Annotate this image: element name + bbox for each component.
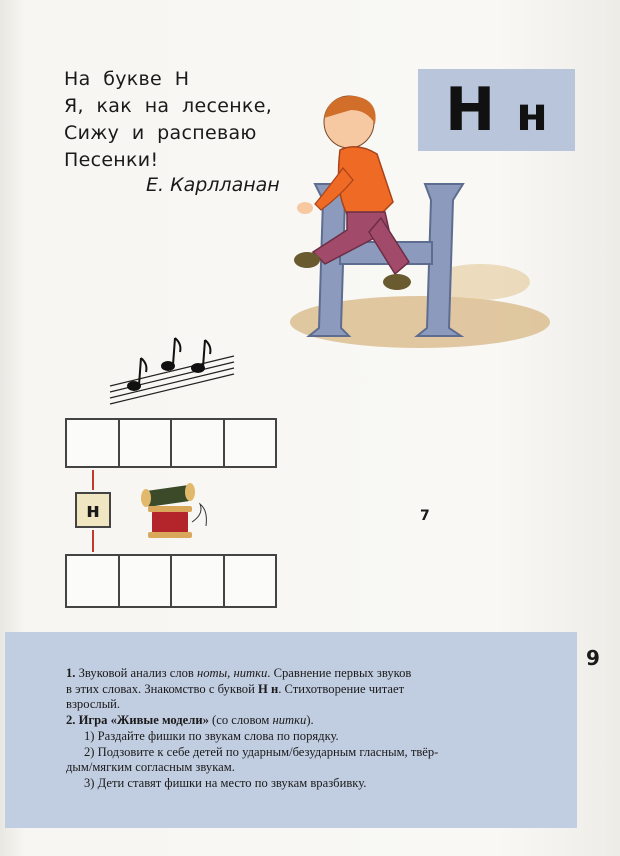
- boy-shoe-left: [294, 252, 320, 268]
- note-item-1-line-2: [66, 682, 566, 698]
- note-sub-1: 1) Раздайте фишки по звукам слова по порядку.: [84, 728, 339, 743]
- scheme-cell[interactable]: [225, 556, 276, 606]
- note-item-2-number: 2.: [66, 713, 76, 728]
- poem-author: Е. Карлланан: [146, 174, 280, 196]
- note-letter: Н н: [258, 681, 279, 696]
- scheme-cell[interactable]: [172, 420, 225, 466]
- note-text: . Сравнение первых звуков: [267, 666, 412, 680]
- note-text: . Стихотворение читает: [278, 681, 405, 696]
- poem-line-1: На букве Н: [64, 68, 190, 90]
- scheme-cell[interactable]: [120, 556, 173, 606]
- note-sub-2a: 2) Подзовите к себе детей по ударным/безударным гласным, твёр-: [84, 744, 439, 759]
- boy-hand: [297, 202, 313, 214]
- arrow-down: [92, 530, 94, 552]
- poem-line-2: Я, как на лесенке,: [64, 95, 273, 117]
- note-word: нитки: [272, 713, 307, 728]
- note-text: в этих словах. Знакомство с буквой: [66, 681, 258, 696]
- sound-scheme-notes: [65, 418, 277, 468]
- sound-scheme-threads: [65, 554, 277, 608]
- teacher-notes: [66, 666, 566, 792]
- note-text: Звуковой анализ слов: [78, 666, 197, 680]
- note-text: ).: [306, 713, 314, 728]
- scheme-cell[interactable]: [172, 556, 225, 606]
- spool-bottom: [148, 506, 192, 538]
- music-notes-illustration: [108, 328, 238, 406]
- note-words: ноты, нитки: [197, 666, 268, 680]
- note-sub-2b: дым/мягким согласным звукам.: [66, 760, 235, 775]
- thread-end: [192, 504, 206, 526]
- scheme-cell[interactable]: [67, 420, 120, 466]
- note-item-2-title: Игра «Живые модели»: [78, 713, 209, 728]
- note-sub-3: 3) Дети ставят фишки на место по звукам вразбивку.: [84, 775, 367, 790]
- boy-shoe-right: [383, 274, 411, 290]
- boy-on-letter-illustration: [285, 92, 555, 352]
- scheme-cell[interactable]: [225, 420, 276, 466]
- poem: [64, 66, 272, 174]
- page-number: 9: [586, 646, 600, 670]
- letter-upper: Н: [445, 75, 496, 145]
- scheme-cell[interactable]: [67, 556, 120, 606]
- note-text: (со словом: [208, 713, 273, 728]
- note-item-1-line-1: [66, 666, 566, 682]
- stray-mark: 7: [420, 508, 430, 524]
- poem-line-3: Сижу и распеваю: [64, 122, 257, 144]
- letter-chip: н: [75, 492, 111, 528]
- spool-top: [141, 483, 195, 507]
- arrow-up: [92, 470, 94, 490]
- note-item-2-line-1: [66, 713, 566, 729]
- note-item-1-number: 1.: [66, 666, 76, 680]
- letter-lower: н: [516, 87, 548, 141]
- poem-line-4: Песенки!: [64, 149, 159, 171]
- thread-spools-illustration: [138, 482, 210, 544]
- note-item-1-line-3: взрослый.: [66, 697, 121, 712]
- scheme-cell[interactable]: [120, 420, 173, 466]
